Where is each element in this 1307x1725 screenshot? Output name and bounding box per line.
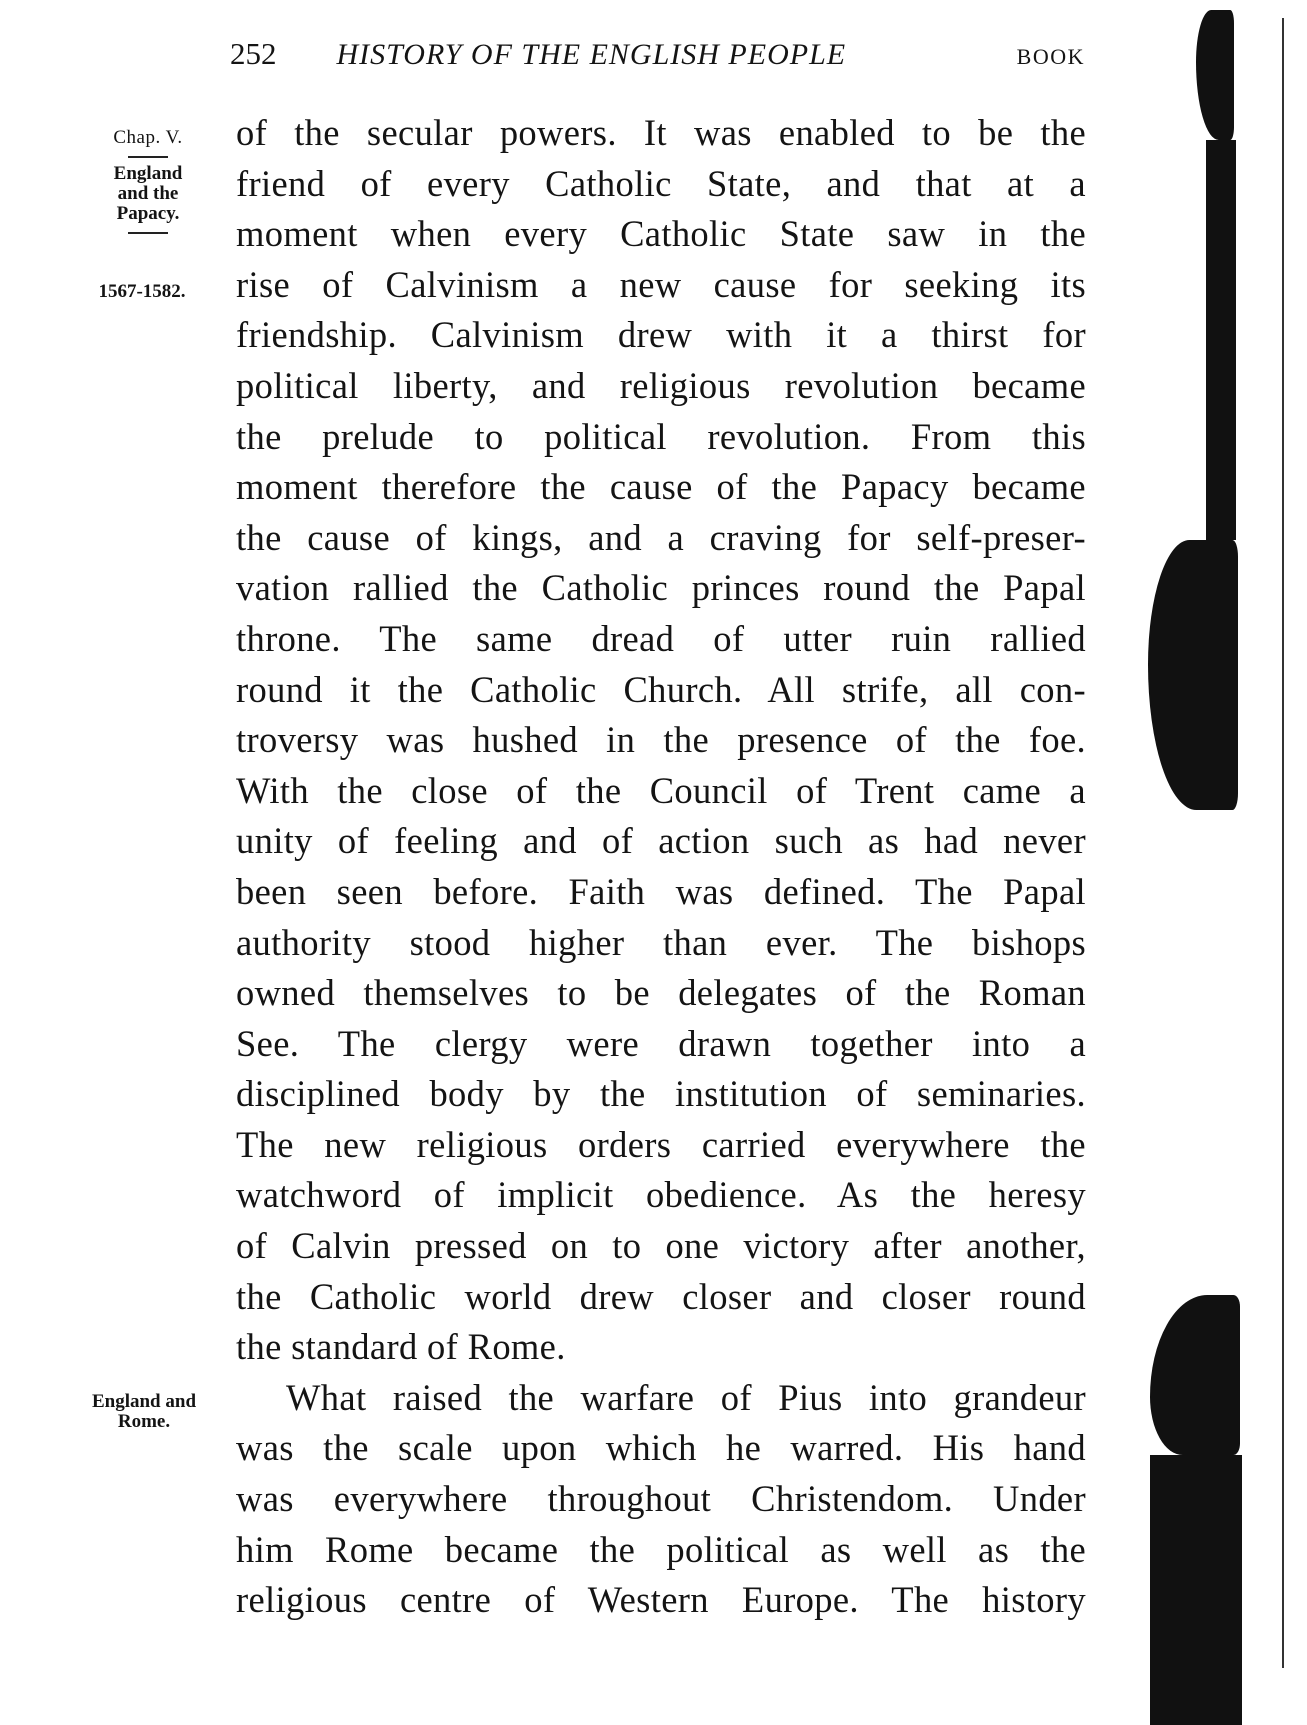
margin-note-england-rome <box>64 1392 224 1432</box>
text-line: vation rallied the Catholic princes round the Papal <box>236 567 1086 609</box>
text-line: The new religious orders carried everywhere the <box>236 1123 1086 1165</box>
margin-line: Papacy. <box>116 203 180 224</box>
text-line: See. The clergy were drawn together into a <box>236 1022 1086 1064</box>
margin-chapter: Chap. V. <box>113 127 183 148</box>
text-line: throne. The same dread of utter ruin rallied <box>236 617 1086 659</box>
text-line: disciplined body by the institution of seminaries. <box>236 1073 1086 1115</box>
text-line: was the scale upon which he warred. His hand <box>236 1427 1086 1469</box>
text-line: was everywhere throughout Christendom. Under <box>236 1478 1086 1520</box>
text-line: moment when every Catholic State saw in the <box>236 213 1086 255</box>
margin-line: England and <box>91 1391 197 1412</box>
margin-rule <box>128 156 168 158</box>
margin-rule <box>128 232 168 234</box>
text-line: political liberty, and religious revolution became <box>236 364 1086 406</box>
text-line: the cause of kings, and a craving for self-preser- <box>236 516 1086 558</box>
text-line: round it the Catholic Church. All strife, all con- <box>236 668 1086 710</box>
text-line: friend of every Catholic State, and that at a <box>236 162 1086 204</box>
margin-line: Rome. <box>117 1411 171 1432</box>
text-line: watchword of implicit obedience. As the heresy <box>236 1174 1086 1216</box>
running-header <box>230 36 1085 72</box>
page-number: 252 <box>230 36 277 71</box>
text-line: rise of Calvinism a new cause for seeking its <box>236 263 1086 305</box>
margin-line: and the <box>117 183 179 204</box>
text-line: moment therefore the cause of the Papacy became <box>236 466 1086 508</box>
margin-years: 1567-1582. <box>98 281 186 302</box>
text-line: him Rome became the political as well as the <box>236 1528 1086 1570</box>
scan-edge-shadow <box>1206 140 1236 540</box>
text-line: authority stood higher than ever. The bishops <box>236 921 1086 963</box>
running-title: HISTORY OF THE ENGLISH PEOPLE <box>336 38 847 71</box>
margin-line: England <box>113 163 183 184</box>
text-line: troversy was hushed in the presence of the foe. <box>236 719 1086 761</box>
text-line: the standard of Rome. <box>236 1326 566 1368</box>
text-line: owned themselves to be delegates of the Roman <box>236 972 1086 1014</box>
margin-note-england-papacy <box>92 160 204 240</box>
text-line: been seen before. Faith was defined. The Papal <box>236 870 1086 912</box>
text-line: With the close of the Council of Trent came a <box>236 769 1086 811</box>
paragraph-first-line: What raised the warfare of Pius into grandeur <box>286 1376 1086 1418</box>
text-line: unity of feeling and of action such as had never <box>236 820 1086 862</box>
scan-edge-shadow <box>1196 10 1234 140</box>
body-text <box>236 108 1086 1626</box>
scan-edge-shadow <box>1150 1295 1240 1455</box>
text-line: friendship. Calvinism drew with it a thirst for <box>236 314 1086 356</box>
text-line: the prelude to political revolution. From this <box>236 415 1086 457</box>
scan-edge-line <box>1282 18 1284 1668</box>
text-line: of the secular powers. It was enabled to be the <box>236 112 1086 153</box>
text-line: the Catholic world drew closer and closer round <box>236 1275 1086 1317</box>
text-line: religious centre of Western Europe. The history <box>236 1579 1086 1621</box>
book-label: BOOK <box>1016 44 1085 69</box>
text-line: of Calvin pressed on to one victory after another, <box>236 1225 1086 1267</box>
scan-edge-shadow <box>1148 540 1238 810</box>
scan-edge-shadow <box>1150 1455 1242 1725</box>
